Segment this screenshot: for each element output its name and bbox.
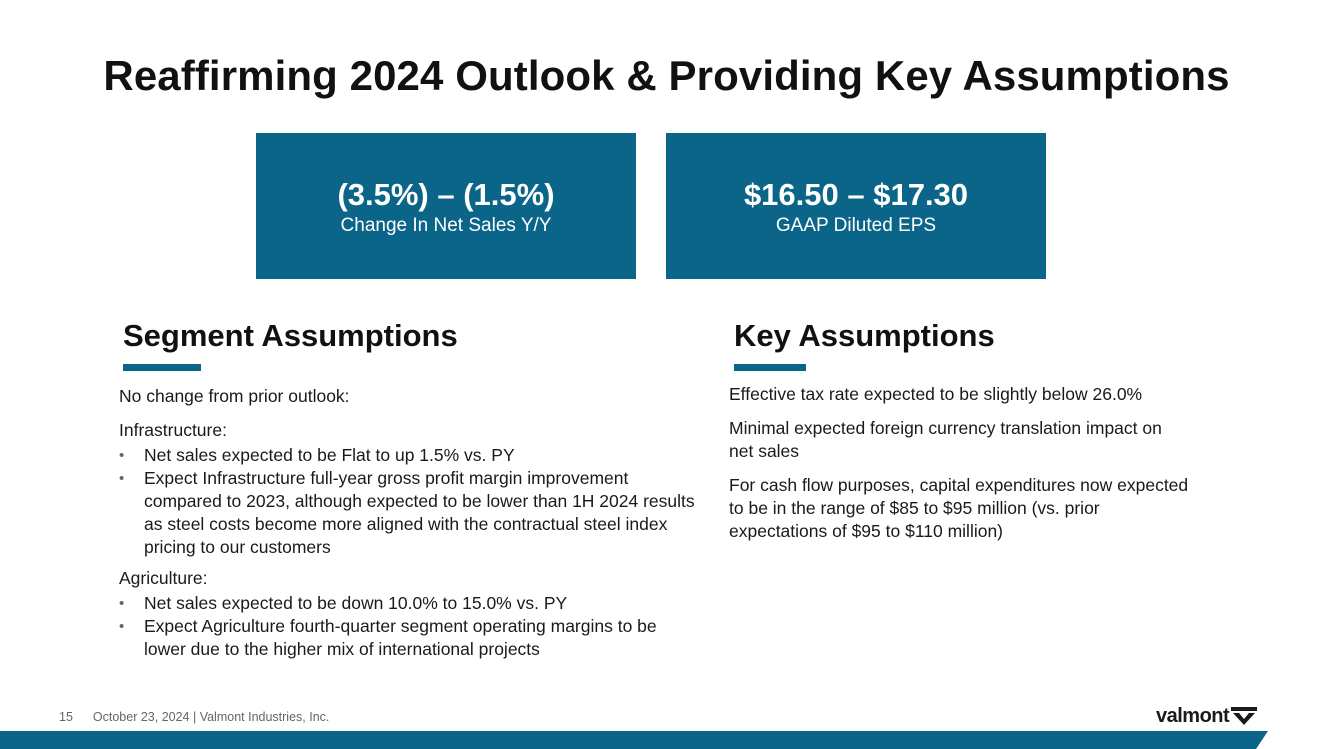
footer-accent-bar <box>0 731 1333 749</box>
segment-intro: No change from prior outlook: <box>119 386 350 406</box>
valmont-logo <box>1156 704 1257 728</box>
segment-assumptions-body <box>119 385 699 669</box>
bullet-icon: • <box>119 470 125 487</box>
key-assumption-capex: For cash flow purposes, capital expenditures now expected to be in the range of $85 to $95 million (vs. prior expectations of $95 to $110 million) <box>729 475 1189 541</box>
key-assumptions-heading: Key Assumptions <box>734 318 995 353</box>
agriculture-label: Agriculture: <box>119 568 208 588</box>
list-item-text: Expect Infrastructure full-year gross profit margin improvement compared to 2023, although expected to be lower than 1H 2024 results as steel costs become more aligned with the contractual steel index pricing to our customers <box>144 468 695 557</box>
list-item <box>119 615 699 661</box>
infrastructure-list <box>119 444 699 559</box>
key-assumption-tax: Effective tax rate expected to be slightly below 26.0% <box>729 384 1143 404</box>
bullet-icon: • <box>119 447 125 464</box>
list-item <box>119 467 699 559</box>
key-assumptions-body <box>729 383 1189 554</box>
list-item-text: Net sales expected to be down 10.0% to 15.0% vs. PY <box>144 593 568 613</box>
bullet-icon: • <box>119 595 125 612</box>
segment-assumptions-heading: Segment Assumptions <box>123 318 458 353</box>
footer <box>59 710 329 724</box>
list-item-text: Expect Agriculture fourth-quarter segment operating margins to be lower due to the higher mix of international projects <box>144 616 657 659</box>
net-sales-range: (3.5%) – (1.5%) <box>337 177 555 212</box>
infrastructure-label: Infrastructure: <box>119 420 227 440</box>
net-sales-label: Change In Net Sales Y/Y <box>340 215 552 236</box>
agriculture-list <box>119 592 699 661</box>
net-sales-outlook-box <box>256 133 636 279</box>
segment-heading-underline <box>123 364 201 371</box>
valmont-mark-icon <box>1231 707 1257 725</box>
key-assumption-fx: Minimal expected foreign currency translation impact on net sales <box>729 418 1162 461</box>
eps-range: $16.50 – $17.30 <box>743 177 969 212</box>
key-heading-underline <box>734 364 806 371</box>
eps-label: GAAP Diluted EPS <box>775 215 937 236</box>
eps-outlook-box <box>666 133 1046 279</box>
list-item <box>119 444 699 467</box>
page-number: 15 <box>59 710 73 724</box>
list-item-text: Net sales expected to be Flat to up 1.5% vs. PY <box>144 445 515 465</box>
list-item <box>119 592 699 615</box>
slide-title: Reaffirming 2024 Outlook & Providing Key Assumptions <box>103 52 1230 99</box>
logo-text: valmont <box>1156 704 1230 727</box>
bullet-icon: • <box>119 618 125 635</box>
footer-text: October 23, 2024 | Valmont Industries, Inc. <box>92 710 330 724</box>
